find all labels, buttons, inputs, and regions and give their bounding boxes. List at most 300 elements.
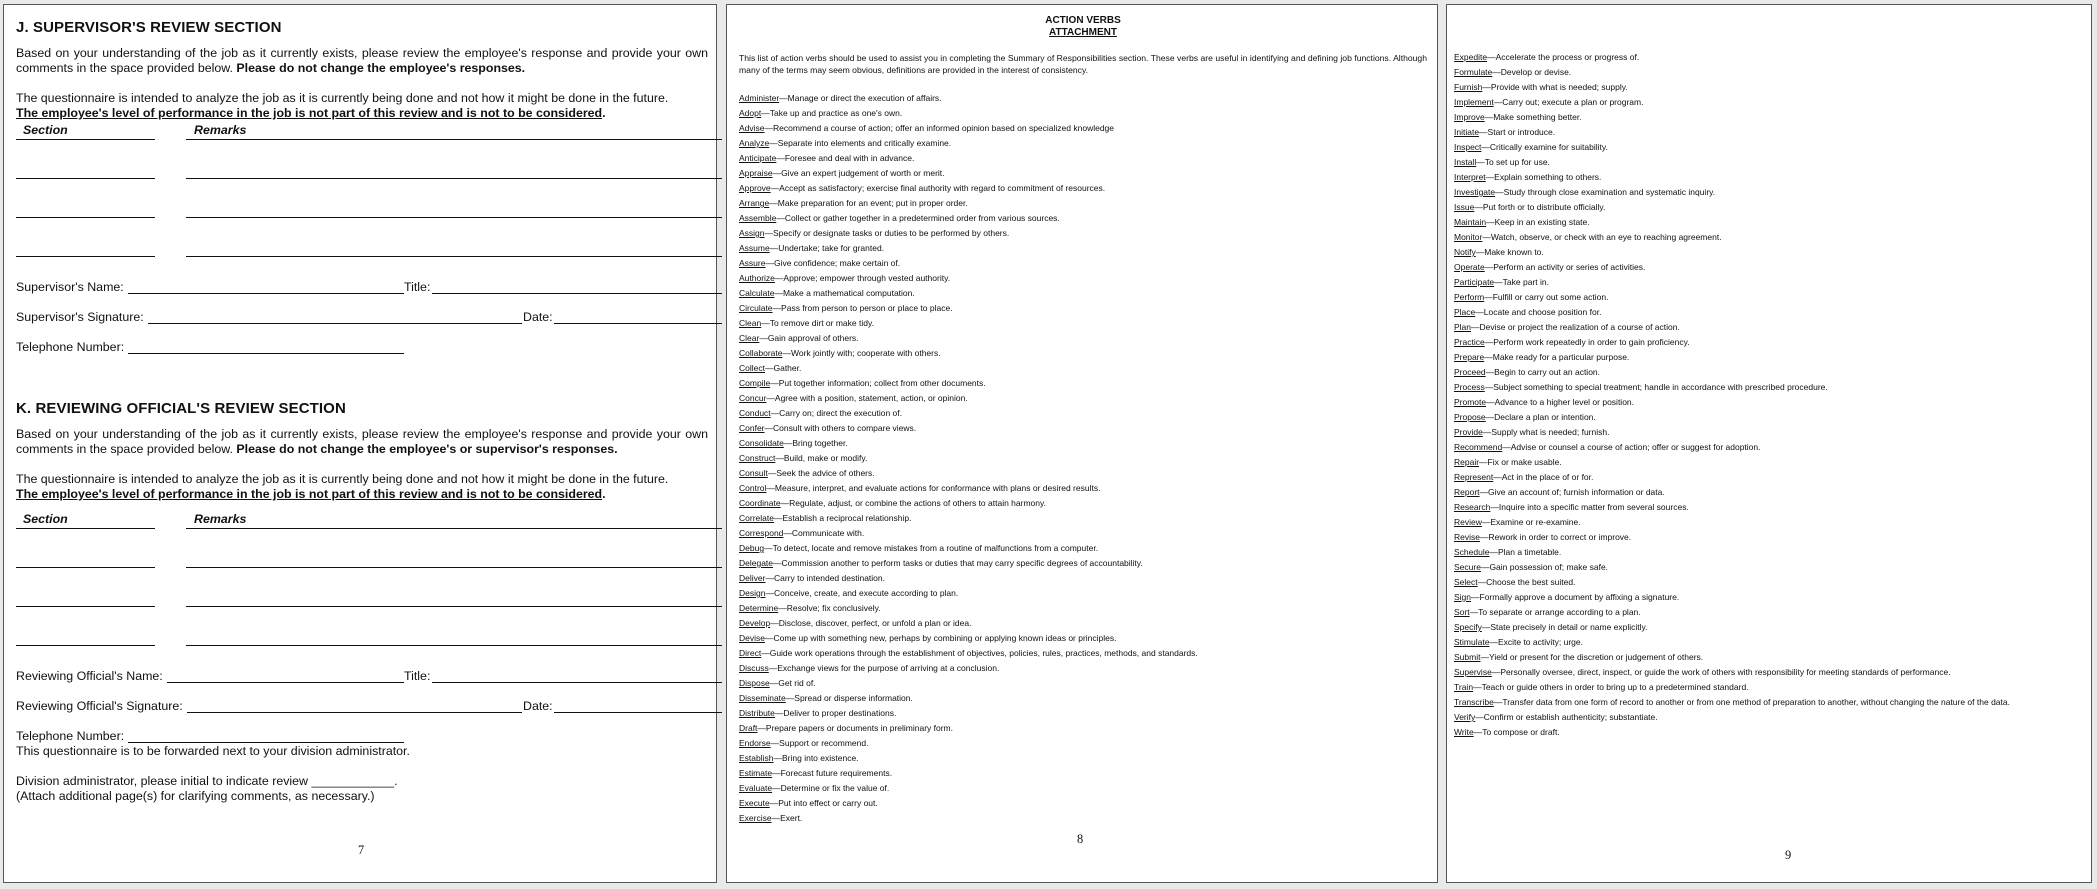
verb-entry (1454, 470, 2010, 485)
em-dash: — (764, 228, 774, 238)
verb-word: Dispose (739, 678, 770, 688)
section-j-paragraph-2 (16, 91, 708, 121)
verb-definition: Pass from person to person or place to place. (781, 303, 953, 313)
verb-word: Interpret (1454, 172, 1486, 182)
em-dash: — (769, 798, 779, 808)
section-j-table-header (16, 121, 708, 140)
em-dash: — (757, 723, 766, 733)
verb-definition: To detect, locate and remove mistakes from a routine of malfunctions from a computer. (772, 543, 1099, 553)
em-dash: — (1479, 487, 1489, 497)
verb-definition: Commission another to perform tasks or duties that may carry specific degrees of accountability. (781, 558, 1143, 568)
em-dash: — (770, 378, 779, 388)
em-dash: — (769, 243, 779, 253)
verb-word: Place (1454, 307, 1476, 317)
verb-word: Submit (1454, 652, 1481, 662)
verb-definition: Prepare papers or documents in preliminary form. (765, 723, 954, 733)
verb-word: Approve (739, 183, 771, 193)
supervisor-signature-field[interactable] (148, 323, 522, 324)
em-dash: — (1482, 232, 1491, 242)
verb-entry (1454, 155, 2010, 170)
verb-word: Concur (739, 393, 767, 403)
em-dash: — (770, 183, 780, 193)
verb-word: Evaluate (739, 783, 773, 793)
verb-entry (739, 361, 1198, 376)
reviewer-signature-field[interactable] (187, 712, 522, 713)
remarks-field-line[interactable] (186, 645, 722, 646)
verb-word: Administer (739, 93, 780, 103)
verb-entry (1454, 440, 2010, 455)
verb-definition: Watch, observe, or check with an eye to reaching agreement. (1490, 232, 1722, 242)
verb-word: Develop (739, 618, 771, 628)
verb-entry (739, 136, 1198, 151)
section-field-line[interactable] (16, 256, 155, 257)
verb-definition: Gain possession of; make safe. (1489, 562, 1609, 572)
verb-definition: Plan a timetable. (1497, 547, 1562, 557)
section-j-remarks-row-2[interactable] (16, 179, 708, 218)
verb-definition: Accelerate the process or progress of. (1495, 52, 1640, 62)
verb-definition: Take part in. (1502, 277, 1549, 287)
verb-entry (1454, 350, 2010, 365)
verb-entry (1454, 230, 2010, 245)
verb-entry (739, 496, 1198, 511)
verb-word: Promote (1454, 397, 1487, 407)
verb-entry (739, 541, 1198, 556)
verb-definition: Confirm or establish authenticity; substantiate. (1483, 712, 1658, 722)
verb-word: Review (1454, 517, 1482, 527)
verb-definition: Formally approve a document by affixing a signature. (1479, 592, 1680, 602)
verb-entry (1454, 260, 2010, 275)
supervisor-name-field[interactable] (128, 293, 404, 294)
verb-word: Supervise (1454, 667, 1492, 677)
reviewer-date-label: Date: (523, 699, 553, 713)
verb-definition: Communicate with. (791, 528, 865, 538)
em-dash: — (1495, 187, 1504, 197)
verb-definition: Spread or disperse information. (794, 693, 913, 703)
verb-definition: Perform work repeatedly in order to gain proficiency. (1493, 337, 1690, 347)
em-dash: — (769, 678, 779, 688)
verb-word: Proceed (1454, 367, 1486, 377)
verb-word: Furnish (1454, 82, 1483, 92)
em-dash: — (1485, 367, 1495, 377)
verb-definition: Conceive, create, and execute according to plan. (773, 588, 959, 598)
verb-definition: To set up for use. (1484, 157, 1550, 167)
verb-definition: Give an expert judgement of worth or merit. (781, 168, 945, 178)
verb-word: Inspect (1454, 142, 1482, 152)
verb-entry (739, 781, 1198, 796)
verb-definition: Critically examine for suitability. (1489, 142, 1608, 152)
verb-word: Conduct (739, 408, 771, 418)
verb-entry (1454, 380, 2010, 395)
em-dash: — (1469, 607, 1479, 617)
em-dash: — (768, 663, 778, 673)
verb-word: Sign (1454, 592, 1472, 602)
verb-word: Issue (1454, 202, 1475, 212)
verb-definition: Keep in an existing state. (1494, 217, 1590, 227)
verb-definition: Agree with a position, statement, action, or opinion. (774, 393, 968, 403)
verb-word: Represent (1454, 472, 1494, 482)
em-dash: — (771, 813, 781, 823)
supervisor-title-field[interactable] (432, 293, 722, 294)
verb-entry (1454, 185, 2010, 200)
verb-entry (1454, 605, 2010, 620)
verb-definition: Give an account of; furnish information or data. (1488, 487, 1665, 497)
verb-entry (739, 646, 1198, 661)
verb-definition: Build, make or modify. (783, 453, 868, 463)
action-verbs-intro: This list of action verbs should be used to assist you in completing the Summary of Responsibilities section. These verbs are useful in identifying and defining job functions. Although many of the terms may seem obvious, definitions are provided in the interest of consistency. (739, 53, 1427, 75)
em-dash: — (780, 498, 790, 508)
verb-entry (739, 196, 1198, 211)
verb-definition: Study through close examination and systematic inquiry. (1503, 187, 1716, 197)
verb-definition: Personally oversee, direct, inspect, or guide the work of others with responsibility for meeting standards of performance. (1500, 667, 1951, 677)
verb-entry (1454, 695, 2010, 710)
verb-entry (739, 691, 1198, 706)
verb-word: Process (1454, 382, 1485, 392)
verb-word: Consolidate (739, 438, 784, 448)
verb-word: Select (1454, 577, 1478, 587)
verb-word: Collect (739, 363, 765, 373)
reviewer-name-label: Reviewing Official's Name: (16, 669, 163, 683)
verb-entry (1454, 65, 2010, 80)
em-dash: — (1489, 637, 1498, 647)
em-dash: — (778, 603, 787, 613)
verb-word: Practice (1454, 337, 1485, 347)
section-k-p1-text: Based on your understanding of the job as it currently exists, please review the employee's response and provide your own comments in the space provided below. (16, 427, 708, 456)
verb-word: Direct (739, 648, 762, 658)
verb-definition: Fulfill or carry out some action. (1492, 292, 1609, 302)
em-dash: — (1479, 127, 1488, 137)
verb-entry (1454, 95, 2010, 110)
section-j-phone-row (16, 340, 708, 355)
verb-list-page-8 (739, 91, 1198, 826)
section-j-p2-text: The questionnaire is intended to analyze the job as it is currently being done and not how it might be done in the future. (16, 91, 669, 105)
verb-word: Consult (739, 468, 768, 478)
em-dash: — (772, 768, 781, 778)
initial-note: Division administrator, please initial to indicate review ____________. (16, 774, 398, 788)
verb-definition: Carry to intended destination. (773, 573, 885, 583)
section-k-remarks-row-3[interactable] (16, 607, 708, 646)
em-dash: — (1480, 652, 1489, 662)
verb-definition: Choose the best suited. (1486, 577, 1576, 587)
verb-word: Deliver (739, 573, 766, 583)
em-dash: — (1477, 577, 1487, 587)
verb-word: Expedite (1454, 52, 1488, 62)
section-k-p2-underline: The employee's level of performance in the job is not part of this review and is not to be considered (16, 487, 603, 501)
verb-word: Appraise (739, 168, 773, 178)
verb-definition: Start or introduce. (1487, 127, 1556, 137)
verb-definition: To remove dirt or make tidy. (769, 318, 874, 328)
verb-word: Repair (1454, 457, 1480, 467)
verb-definition: Examine or re-examine. (1490, 517, 1581, 527)
section-j-p1-bold: Please do not change the employee's responses. (236, 61, 526, 75)
verb-entry (1454, 200, 2010, 215)
verb-entry (739, 601, 1198, 616)
verb-entry (739, 451, 1198, 466)
verb-word: Assume (739, 243, 770, 253)
verb-entry (739, 346, 1198, 361)
verb-entry (739, 151, 1198, 166)
verb-word: Provide (1454, 427, 1483, 437)
remarks-field-line[interactable] (186, 256, 722, 257)
section-k (16, 400, 708, 804)
verb-entry (1454, 560, 2010, 575)
verb-definition: Gather. (773, 363, 802, 373)
reviewer-name-field[interactable] (167, 682, 404, 683)
verb-word: Anticipate (739, 153, 777, 163)
verb-word: Debug (739, 543, 765, 553)
supervisor-phone-field[interactable] (128, 353, 404, 354)
verb-entry (739, 421, 1198, 436)
verb-definition: Give confidence; make certain of. (773, 258, 901, 268)
verb-word: Clean (739, 318, 762, 328)
em-dash: — (773, 753, 782, 763)
verb-word: Estimate (739, 768, 773, 778)
verb-entry (739, 166, 1198, 181)
em-dash: — (767, 468, 777, 478)
em-dash: — (1479, 532, 1489, 542)
verb-entry (1454, 710, 2010, 725)
reviewer-date-field[interactable] (554, 712, 722, 713)
section-k-name-row (16, 669, 708, 684)
em-dash: — (1489, 547, 1498, 557)
verb-entry (1454, 455, 2010, 470)
verb-entry (739, 286, 1198, 301)
section-j-remarks-row-1[interactable] (16, 140, 708, 179)
verb-word: Sort (1454, 607, 1470, 617)
supervisor-date-field[interactable] (554, 323, 722, 324)
verb-definition: Develop or devise. (1500, 67, 1572, 77)
reviewer-title-field[interactable] (432, 682, 722, 683)
verb-entry (739, 511, 1198, 526)
section-j-p2-underline: The employee's level of performance in the job is not part of this review and is not to be considered (16, 106, 603, 120)
em-dash: — (1484, 382, 1494, 392)
verb-word: Recommend (1454, 442, 1503, 452)
verb-definition: Exert. (780, 813, 803, 823)
verb-entry (739, 301, 1198, 316)
em-dash: — (765, 573, 774, 583)
section-j-paragraph-1 (16, 46, 708, 76)
verb-definition: Advance to a higher level or position. (1494, 397, 1635, 407)
verb-word: Schedule (1454, 547, 1490, 557)
section-j-p2-end: . (602, 106, 606, 120)
verb-word: Control (739, 483, 767, 493)
verb-entry (739, 721, 1198, 736)
em-dash: — (1486, 397, 1495, 407)
verb-word: Maintain (1454, 217, 1487, 227)
verb-entry (739, 91, 1198, 106)
verb-entry (739, 256, 1198, 271)
verb-definition: Recommend a course of action; offer an informed opinion based on specialized knowledge (773, 123, 1115, 133)
verb-word: Revise (1454, 532, 1480, 542)
section-k-table-header (16, 510, 708, 529)
verb-entry (1454, 50, 2010, 65)
verb-entry (739, 211, 1198, 226)
verb-word: Collaborate (739, 348, 783, 358)
verb-entry (1454, 620, 2010, 635)
reviewer-phone-field[interactable] (128, 742, 404, 743)
em-dash: — (1491, 667, 1501, 677)
verb-definition: Determine or fix the value of. (780, 783, 890, 793)
verb-entry (739, 556, 1198, 571)
verb-word: Endorse (739, 738, 771, 748)
verb-word: Report (1454, 487, 1480, 497)
em-dash: — (1493, 472, 1502, 482)
section-k-col-section: Section (23, 512, 68, 526)
verb-word: Determine (739, 603, 779, 613)
verb-word: Notify (1454, 247, 1476, 257)
em-dash: — (764, 123, 774, 133)
em-dash: — (1485, 412, 1495, 422)
verb-word: Install (1454, 157, 1477, 167)
verb-word: Implement (1454, 97, 1494, 107)
verb-word: Train (1454, 682, 1474, 692)
reviewer-phone-label: Telephone Number: (16, 729, 125, 743)
verb-entry (739, 736, 1198, 751)
verb-word: Participate (1454, 277, 1495, 287)
verb-definition: Work jointly with; cooperate with others. (790, 348, 941, 358)
verb-word: Compile (739, 378, 771, 388)
verb-definition: Separate into elements and critically examine. (777, 138, 952, 148)
em-dash: — (1481, 517, 1491, 527)
section-j-remarks-row-3[interactable] (16, 218, 708, 257)
verb-entry (1454, 635, 2010, 650)
verb-entry (739, 586, 1198, 601)
verb-entry (1454, 110, 2010, 125)
verb-word: Discuss (739, 663, 769, 673)
em-dash: — (776, 213, 785, 223)
em-dash: — (764, 633, 774, 643)
verb-entry (739, 751, 1198, 766)
verb-definition: Begin to carry out an action. (1494, 367, 1601, 377)
verb-word: Transcribe (1454, 697, 1494, 707)
verb-definition: Put into effect or carry out. (778, 798, 878, 808)
action-verbs-title: ACTION VERBS (1045, 15, 1121, 26)
verb-entry (739, 706, 1198, 721)
verb-word: Verify (1454, 712, 1476, 722)
verb-entry (1454, 485, 2010, 500)
verb-entry (739, 811, 1198, 826)
verb-definition: Undertake; take for granted. (778, 243, 885, 253)
verb-entry (1454, 365, 2010, 380)
verb-definition: Regulate, adjust, or combine the actions of others to attain harmony. (789, 498, 1046, 508)
verb-word: Assign (739, 228, 765, 238)
verb-definition: Consult with others to compare views. (773, 423, 917, 433)
verb-word: Coordinate (739, 498, 781, 508)
verb-word: Assure (739, 258, 766, 268)
verb-word: Initiate (1454, 127, 1480, 137)
verb-entry (1454, 650, 2010, 665)
verb-word: Arrange (739, 198, 770, 208)
verb-entry (1454, 395, 2010, 410)
em-dash: — (1490, 502, 1499, 512)
section-k-paragraph-2 (16, 472, 708, 502)
verb-entry (739, 376, 1198, 391)
verb-word: Formulate (1454, 67, 1493, 77)
em-dash: — (1480, 562, 1490, 572)
verb-word: Plan (1454, 322, 1472, 332)
verb-entry (739, 436, 1198, 451)
em-dash: — (1493, 697, 1503, 707)
verb-entry (1454, 80, 2010, 95)
em-dash: — (773, 513, 783, 523)
verb-definition: Declare a plan or intention. (1494, 412, 1596, 422)
em-dash: — (773, 558, 782, 568)
section-j-p1-text: Based on your understanding of the job as it currently exists, please review the employee's response and provide your own comments in the space provided below. (16, 46, 708, 75)
em-dash: — (1471, 322, 1480, 332)
section-k-remarks-row-1[interactable] (16, 529, 708, 568)
verb-word: Research (1454, 502, 1491, 512)
section-j-name-row (16, 280, 708, 295)
verb-definition: Get rid of. (778, 678, 816, 688)
verb-definition: Disclose, discover, perfect, or unfold a plan or idea. (778, 618, 972, 628)
verb-definition: Accept as satisfactory; exercise final authority with regard to commitment of resources. (779, 183, 1106, 193)
section-k-remarks-row-2[interactable] (16, 568, 708, 607)
verb-word: Monitor (1454, 232, 1483, 242)
verb-definition: Support or recommend. (779, 738, 869, 748)
section-field-line[interactable] (16, 645, 155, 646)
verb-definition: Perform an activity or series of activities. (1493, 262, 1646, 272)
em-dash: — (764, 363, 774, 373)
em-dash: — (765, 258, 774, 268)
verb-entry (739, 526, 1198, 541)
supervisor-phone-label: Telephone Number: (16, 340, 125, 354)
verb-entry (1454, 665, 2010, 680)
verb-definition: Provide with what is needed; supply. (1490, 82, 1628, 92)
verb-word: Draft (739, 723, 758, 733)
page-8 (726, 4, 1438, 883)
verb-word: Clear (739, 333, 760, 343)
em-dash: — (1481, 622, 1491, 632)
em-dash: — (765, 588, 774, 598)
verb-definition: Foresee and deal with in advance. (784, 153, 915, 163)
em-dash: — (764, 543, 773, 553)
em-dash: — (1493, 97, 1503, 107)
verb-definition: Make preparation for an event; put in proper order. (777, 198, 968, 208)
em-dash: — (769, 198, 778, 208)
verb-entry (739, 241, 1198, 256)
verb-word: Perform (1454, 292, 1485, 302)
verb-entry (1454, 275, 2010, 290)
section-k-phone-row (16, 729, 708, 744)
verb-entry (739, 106, 1198, 121)
verb-word: Circulate (739, 303, 773, 313)
em-dash: — (1492, 67, 1501, 77)
verb-word: Establish (739, 753, 774, 763)
section-k-paragraph-1 (16, 427, 708, 457)
supervisor-title-label: Title: (404, 280, 431, 294)
verb-entry (1454, 545, 2010, 560)
verb-entry (739, 571, 1198, 586)
verb-definition: Devise or project the realization of a course of action. (1479, 322, 1680, 332)
verb-entry (739, 406, 1198, 421)
supervisor-date-label: Date: (523, 310, 553, 324)
verb-word: Confer (739, 423, 765, 433)
verb-word: Correspond (739, 528, 784, 538)
attach-note: (Attach additional page(s) for clarifying comments, as necessary.) (16, 789, 375, 803)
verb-definition: Deliver to proper destinations. (783, 708, 897, 718)
verb-entry (1454, 140, 2010, 155)
em-dash: — (1484, 112, 1494, 122)
em-dash: — (1494, 277, 1503, 287)
em-dash: — (774, 288, 783, 298)
verb-definition: Carry out; execute a plan or program. (1502, 97, 1644, 107)
em-dash: — (1486, 217, 1495, 227)
verb-entry (1454, 680, 2010, 695)
em-dash: — (1484, 337, 1494, 347)
em-dash: — (1484, 352, 1493, 362)
section-j-col-section: Section (23, 123, 68, 137)
verb-entry (1454, 725, 2010, 740)
verb-word: Analyze (739, 138, 770, 148)
